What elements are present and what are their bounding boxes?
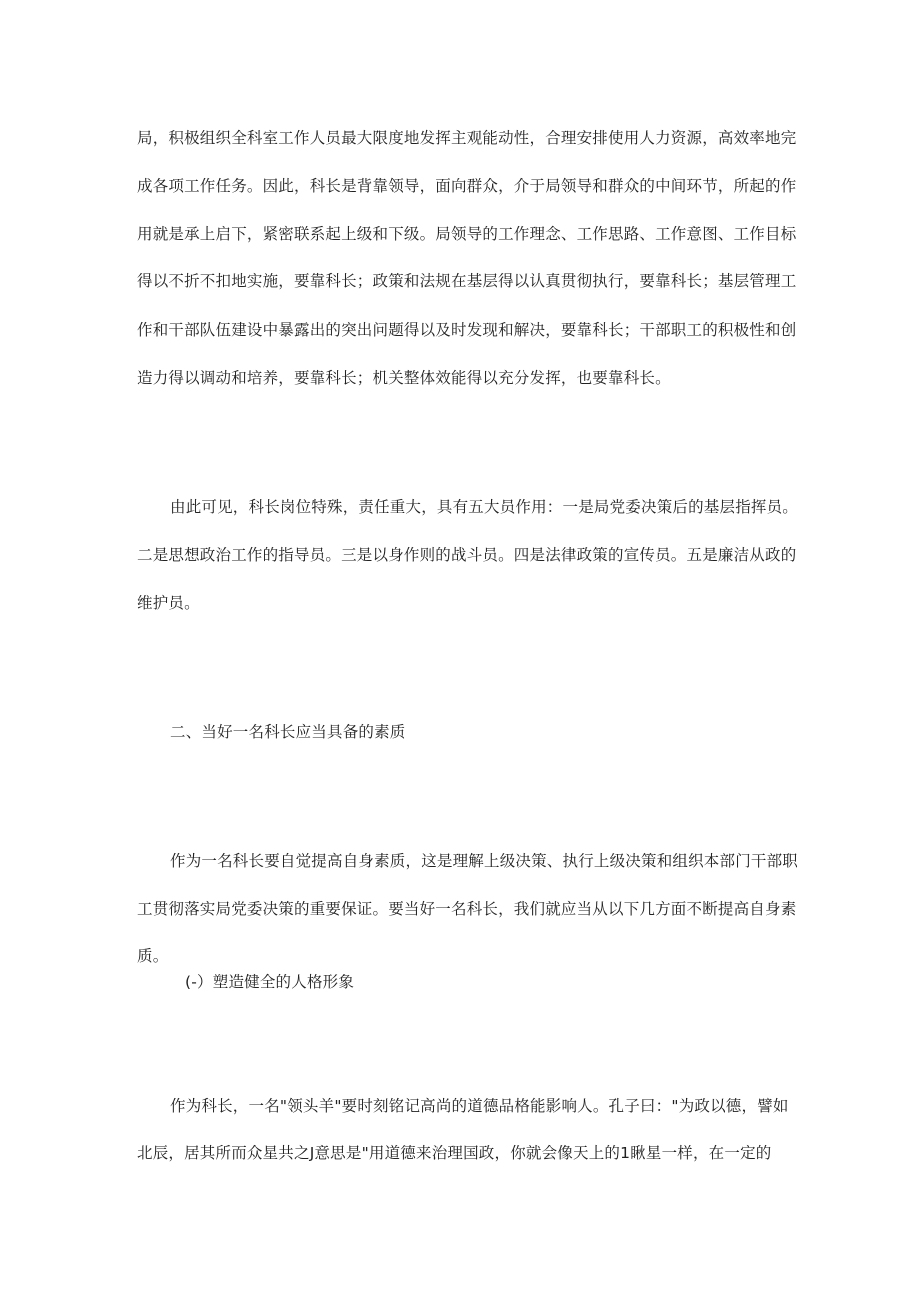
paragraph-line: 北辰，居其所而众星共之J意思是"用道德来治理国政，你就会像天上的1瞅星一样，在一定的 xyxy=(137,1144,772,1162)
paragraph-line: 质。 xyxy=(137,947,169,965)
paragraph-line: 维护员。 xyxy=(137,594,200,612)
paragraph-line: 作和干部队伍建设中暴露出的突出问题得以及时发现和解决，要靠科长；干部职工的积极性和创 xyxy=(137,321,797,339)
paragraph-line: 工贯彻落实局党委决策的重要保证。要当好一名科长，我们就应当从以下几方面不断提高自身素 xyxy=(137,900,797,918)
paragraph-line: 由此可见，科长岗位特殊，责任重大，具有五大员作用：一是局党委决策后的基层指挥员。 xyxy=(170,498,799,516)
subsection-heading: (-）塑造健全的人格形象 xyxy=(185,973,355,991)
section-heading: 二、当好一名科长应当具备的素质 xyxy=(170,723,406,741)
paragraph-line: 作为科长，一名"领头羊"要时刻铭记高尚的道德品格能影响人。孔子曰："为政以德，譬如 xyxy=(170,1097,789,1115)
paragraph-line: 成各项工作任务。因此，科长是背靠领导，面向群众，介于局领导和群众的中间环节，所起的作 xyxy=(137,177,797,195)
paragraph-line: 得以不折不扣地实施，要靠科长；政策和法规在基层得以认真贯彻执行，要靠科长；基层管理工 xyxy=(137,272,797,290)
paragraph-line: 用就是承上启下，紧密联系起上级和下级。局领导的工作理念、工作思路、工作意图、工作目标 xyxy=(137,225,797,243)
paragraph-line: 二是思想政治工作的指导员。三是以身作则的战斗员。四是法律政策的宣传员。五是廉洁从政的 xyxy=(137,546,797,564)
paragraph-line: 造力得以调动和培养，要靠科长；机关整体效能得以充分发挥，也要靠科长。 xyxy=(137,369,671,387)
paragraph-line: 局，积极组织全科室工作人员最大限度地发挥主观能动性，合理安排使用人力资源，高效率地完 xyxy=(137,129,797,147)
paragraph-line: 作为一名科长要自觉提高自身素质，这是理解上级决策、执行上级决策和组织本部门干部职 xyxy=(170,852,799,870)
